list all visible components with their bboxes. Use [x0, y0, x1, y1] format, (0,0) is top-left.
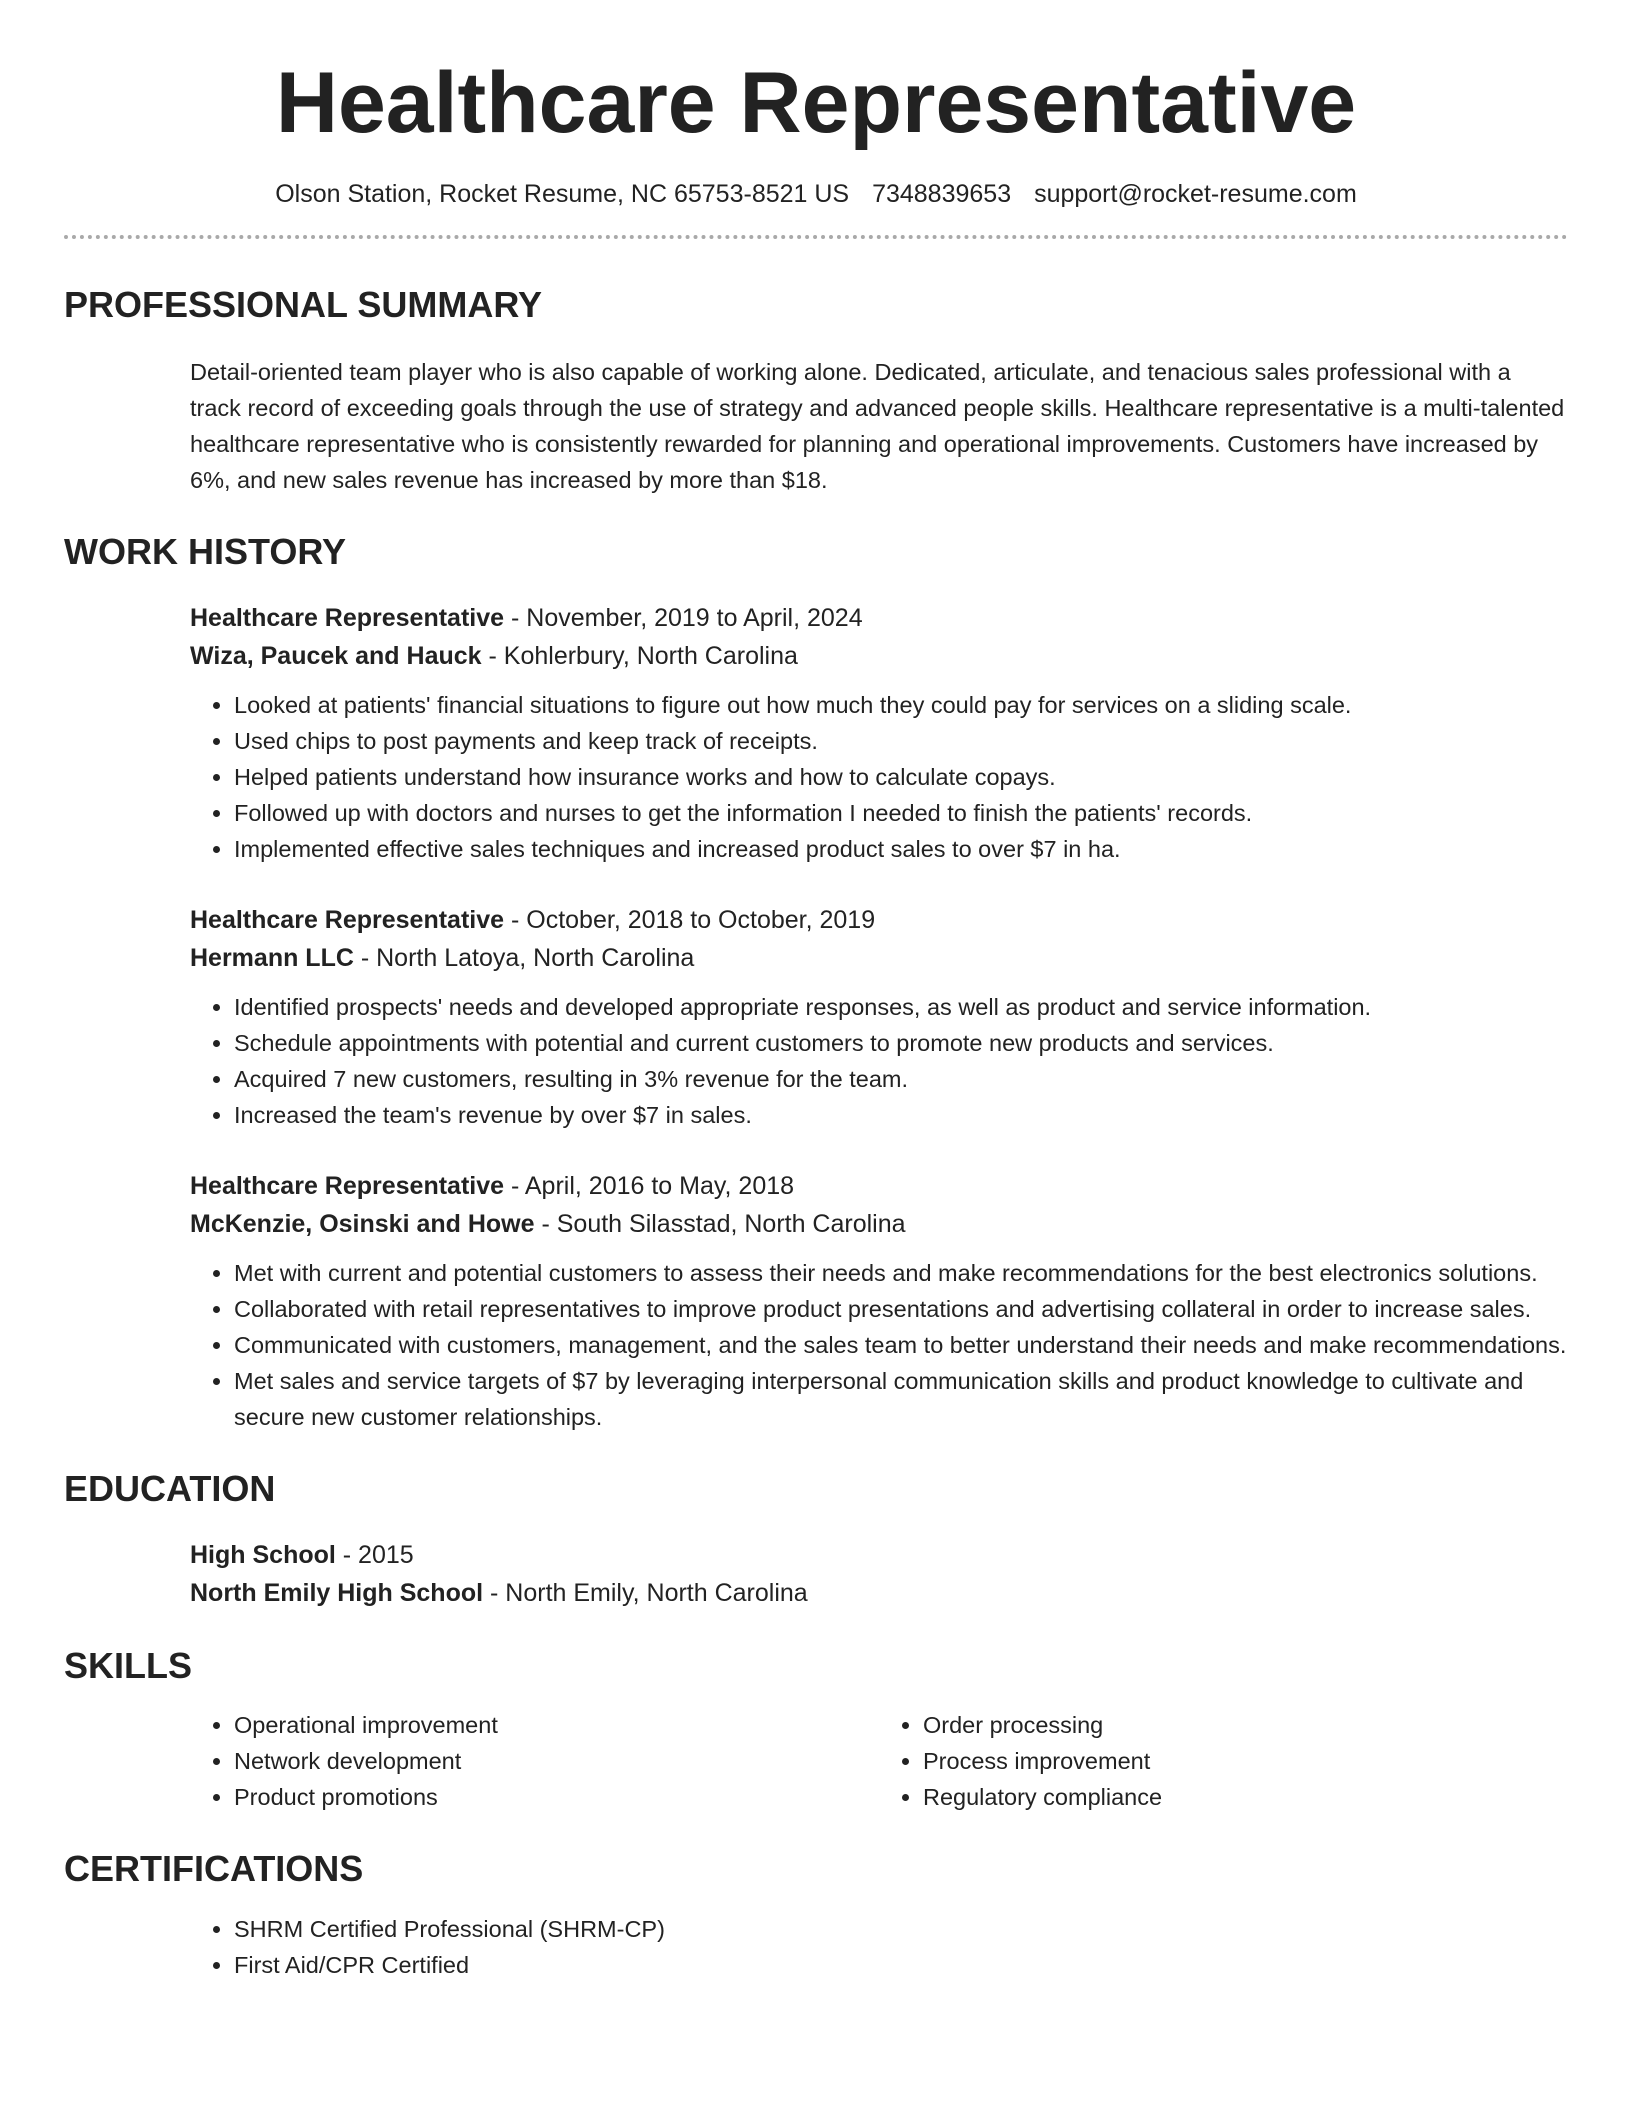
job-role: Healthcare Representative	[190, 603, 505, 632]
job-company-line	[190, 637, 1568, 675]
section-skills	[64, 1644, 1568, 1815]
section-title-certifications: CERTIFICATIONS	[64, 1848, 364, 1890]
section-education	[64, 1467, 1568, 1612]
job-bullet: • Implemented effective sales techniques and increased product sales to over $7 in ha.	[234, 831, 1568, 867]
job-dates: - October, 2018 to October, 2019	[504, 905, 876, 934]
certifications-list	[190, 1911, 1568, 1983]
skill-item: • Order processing	[923, 1707, 1568, 1743]
skill-item: • Network development	[234, 1743, 879, 1779]
job-location: - Kohlerbury, North Carolina	[481, 641, 798, 670]
skill-item: • Operational improvement	[234, 1707, 879, 1743]
job-entry	[64, 901, 1568, 1133]
skills-columns	[64, 1707, 1568, 1815]
job-role: Healthcare Representative	[190, 905, 505, 934]
job-company-line	[190, 1205, 1568, 1243]
certification-item: • SHRM Certified Professional (SHRM-CP)	[234, 1911, 1568, 1947]
job-location: - North Latoya, North Carolina	[353, 943, 695, 972]
job-company: Wiza, Paucek and Hauck	[190, 641, 482, 670]
section-title-skills: SKILLS	[64, 1645, 193, 1687]
job-role: Healthcare Representative	[190, 1171, 505, 1200]
section-title-work-history: WORK HISTORY	[64, 530, 347, 572]
skill-item: • Regulatory compliance	[923, 1779, 1568, 1815]
skills-column-left	[190, 1707, 879, 1815]
education-school: North Emily High School	[190, 1579, 484, 1608]
job-bullet: • Identified prospects' needs and developed appropriate responses, as well as product and service information.	[234, 989, 1568, 1025]
education-location: - North Emily, North Carolina	[483, 1579, 808, 1608]
job-location: - South Silasstad, North Carolina	[534, 1209, 906, 1238]
education-school-line	[190, 1574, 1568, 1612]
job-bullet: • Communicated with customers, management, and the sales team to better understand their needs and make recommendations.	[234, 1327, 1568, 1363]
section-certifications	[64, 1847, 1568, 1982]
skill-item: • Product promotions	[234, 1779, 879, 1815]
job-company-line	[190, 939, 1568, 977]
contact-email: support@rocket-resume.com	[1034, 179, 1357, 208]
contact-address: Olson Station, Rocket Resume, NC 65753-8521 US	[275, 179, 850, 208]
job-bullets	[190, 687, 1568, 867]
contact-phone: 7348839653	[872, 179, 1012, 208]
job-company: Hermann LLC	[190, 943, 354, 972]
job-bullets	[190, 1255, 1568, 1435]
resume-header	[64, 56, 1568, 209]
job-entry	[64, 599, 1568, 867]
job-bullet: • Acquired 7 new customers, resulting in 3% revenue for the team.	[234, 1061, 1568, 1097]
section-title-summary: PROFESSIONAL SUMMARY	[64, 283, 543, 325]
header-divider	[64, 235, 1568, 239]
job-bullets	[190, 989, 1568, 1133]
education-entry	[64, 1536, 1568, 1612]
job-bullet: • Followed up with doctors and nurses to get the information I needed to finish the patients' records.	[234, 795, 1568, 831]
job-company: McKenzie, Osinski and Howe	[190, 1209, 535, 1238]
certifications-list-wrap	[64, 1911, 1568, 1983]
education-year: - 2015	[335, 1541, 414, 1570]
job-bullet: • Helped patients understand how insurance works and how to calculate copays.	[234, 759, 1568, 795]
job-role-line	[190, 1167, 1568, 1205]
job-bullet: • Met sales and service targets of $7 by leveraging interpersonal communication skills and product knowledge to cultivate and secure new customer relationships.	[234, 1363, 1568, 1435]
summary-text: Detail-oriented team player who is also capable of working alone. Dedicated, articulate, and tenacious sales professional with a track record of exceeding goals through the use of strategy and advanced people skills. Healthcare representative is a multi-talented healthcare representative who is consistently rewarded for planning and operational improvements. Customers have increased by 6%, and new sales revenue has increased by more than $18.	[190, 358, 1565, 493]
job-bullet: • Used chips to post payments and keep track of receipts.	[234, 723, 1568, 759]
section-title-education: EDUCATION	[64, 1467, 276, 1509]
job-entry	[64, 1167, 1568, 1435]
section-work-history	[64, 530, 1568, 1435]
certification-item: • First Aid/CPR Certified	[234, 1947, 1568, 1983]
job-bullet: • Increased the team's revenue by over $7 in sales.	[234, 1097, 1568, 1133]
job-bullet: • Met with current and potential customers to assess their needs and make recommendations for the best electronics solutions.	[234, 1255, 1568, 1291]
skills-column-right	[879, 1707, 1568, 1815]
resume-name: Healthcare Representative	[275, 55, 1357, 151]
job-dates: - November, 2019 to April, 2024	[504, 603, 863, 632]
section-summary	[64, 283, 1568, 498]
job-role-line	[190, 901, 1568, 939]
education-degree-line	[190, 1536, 1568, 1574]
education-degree: High School	[190, 1541, 336, 1570]
job-role-line	[190, 599, 1568, 637]
skill-item: • Process improvement	[923, 1743, 1568, 1779]
contact-line	[64, 179, 1568, 209]
job-bullet: • Looked at patients' financial situations to figure out how much they could pay for services on a sliding scale.	[234, 687, 1568, 723]
job-bullet: • Collaborated with retail representatives to improve product presentations and advertising collateral in order to increase sales.	[234, 1291, 1568, 1327]
job-bullet: • Schedule appointments with potential and current customers to promote new products and services.	[234, 1025, 1568, 1061]
job-dates: - April, 2016 to May, 2018	[504, 1171, 795, 1200]
